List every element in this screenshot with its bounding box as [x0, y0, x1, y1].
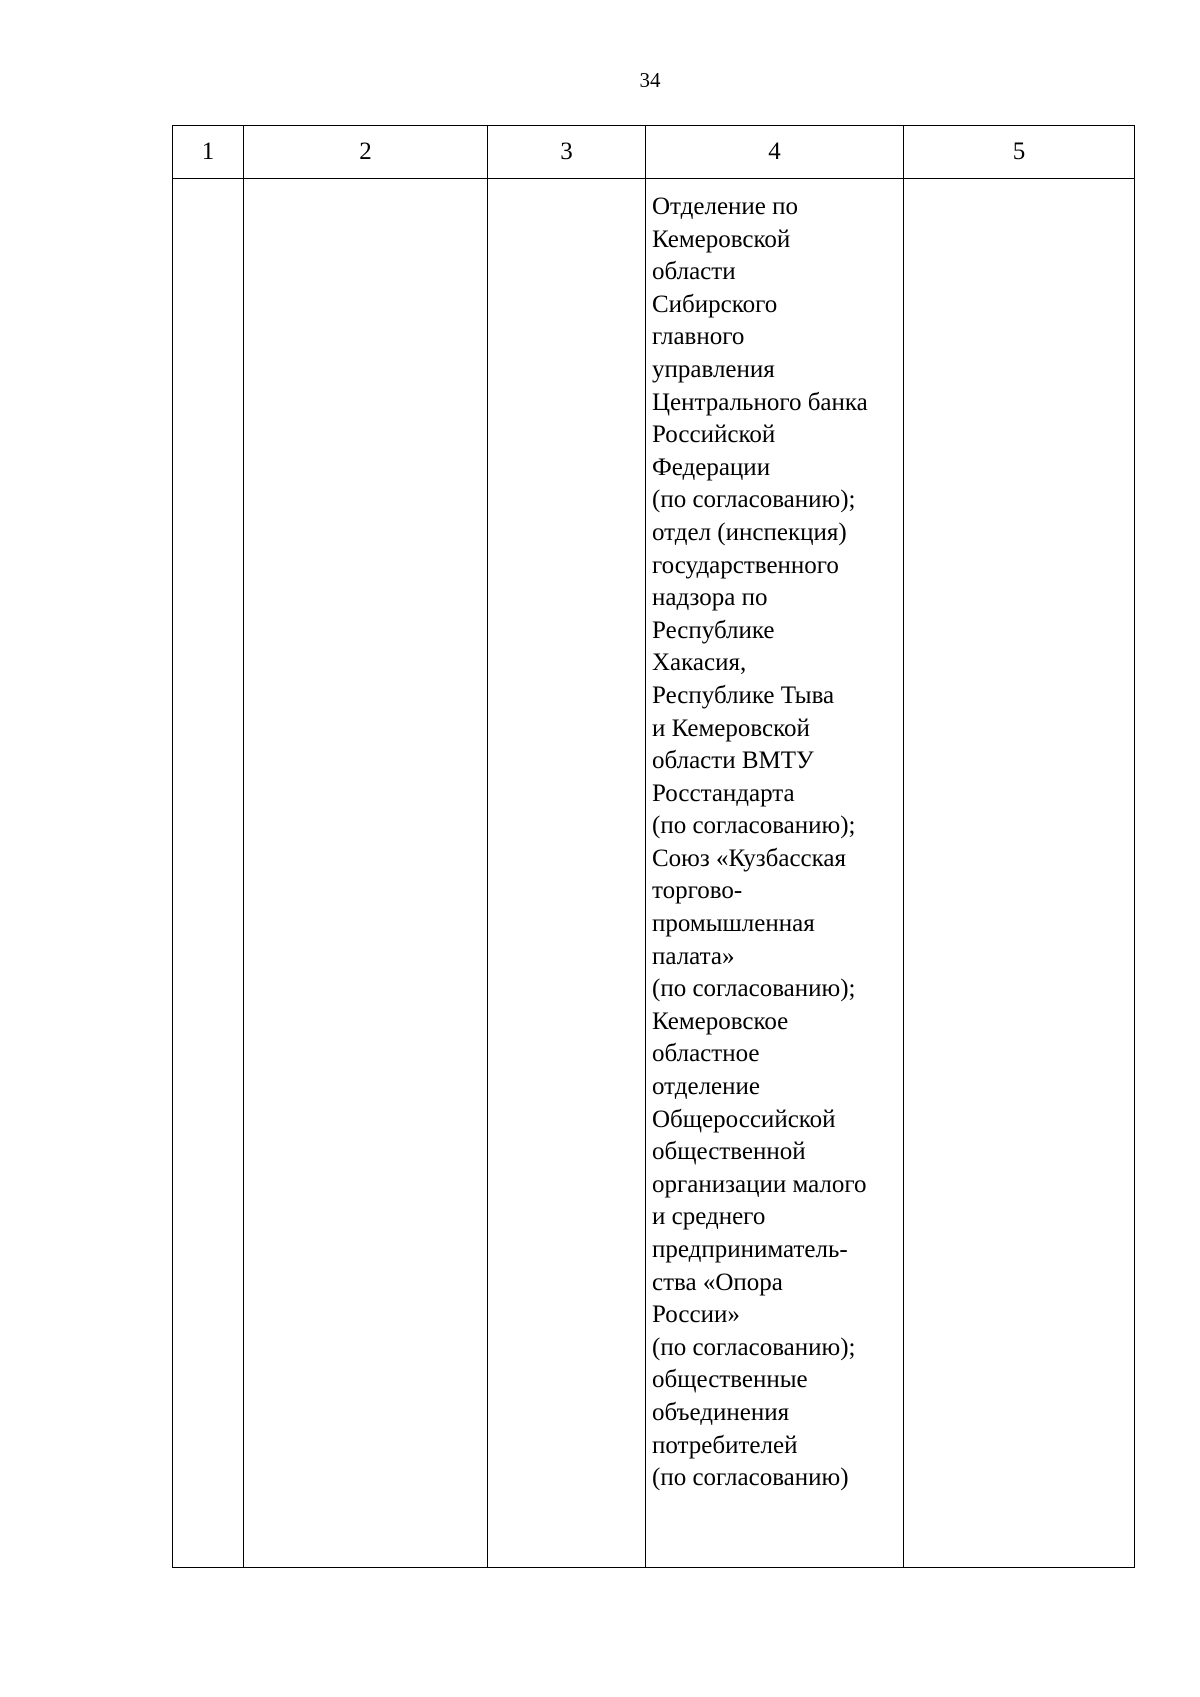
participant-line: областное — [652, 1040, 760, 1068]
participant-line: государственного — [652, 551, 839, 579]
table-header-row — [173, 126, 1135, 179]
participant-line: Республике — [652, 616, 775, 644]
participant-line: Федерации — [652, 453, 771, 481]
column-header-4: 4 — [646, 126, 904, 179]
participant-line: Общероссийской — [652, 1105, 836, 1133]
page-number: 34 — [639, 68, 661, 92]
column-header-3: 3 — [488, 126, 646, 179]
cell-col-4 — [646, 179, 904, 1568]
participant-line: общественной — [652, 1138, 806, 1166]
participant-line: Республике Тыва — [652, 681, 835, 709]
participant-line: главного — [652, 323, 745, 351]
participant-line: промышленная — [652, 910, 815, 938]
participant-line: Союз «Кузбасская — [652, 844, 847, 872]
participant-line: Росстандарта — [652, 779, 795, 807]
participant-line: (по согласованию) — [652, 1464, 849, 1492]
table-row — [173, 179, 1135, 1568]
participant-line: Хакасия, — [652, 649, 747, 677]
participant-line: отдел (инспекция) — [652, 518, 847, 546]
participant-line: области — [652, 258, 736, 286]
participant-line: (по согласованию); — [652, 486, 856, 514]
participant-line: торгово- — [652, 877, 743, 905]
participant-line: Кемеровское — [652, 1007, 789, 1035]
participant-line: предприниматель- — [652, 1236, 848, 1263]
participant-line: области ВМТУ — [652, 747, 814, 775]
cell-col-1 — [173, 179, 244, 1568]
cell-col-3 — [488, 179, 646, 1568]
column-header-5: 5 — [904, 126, 1135, 179]
document-table — [172, 125, 1135, 1568]
participant-line: общественные — [652, 1366, 808, 1394]
participant-line: и среднего — [652, 1203, 766, 1231]
participant-line: Российской — [652, 421, 776, 449]
participant-line: Кемеровской — [652, 225, 791, 253]
participant-line: палата» — [652, 942, 735, 970]
participant-line: России» — [652, 1301, 740, 1329]
cell-col-5 — [904, 179, 1135, 1568]
column-header-1: 1 — [173, 126, 244, 179]
participant-line: объединения — [652, 1398, 790, 1426]
participant-line: (по согласованию); — [652, 975, 856, 1003]
participant-line: организации малого — [652, 1170, 867, 1198]
participant-line: Сибирского — [652, 290, 778, 318]
participant-line: и Кемеровской — [652, 714, 810, 742]
participant-line: отделение — [652, 1073, 761, 1101]
participant-line: Отделение по — [652, 193, 799, 220]
participants-list — [646, 179, 903, 1495]
participant-line: управления — [652, 355, 775, 383]
participant-line: надзора по — [652, 584, 768, 612]
participant-line: Центрального банка — [652, 388, 868, 416]
participant-line: (по согласованию); — [652, 1333, 856, 1361]
participant-line: (по согласованию); — [652, 812, 856, 840]
cell-col-2 — [244, 179, 488, 1568]
participant-line: ства «Опора — [652, 1268, 783, 1296]
column-header-2: 2 — [244, 126, 488, 179]
participant-line: потребителей — [652, 1431, 798, 1459]
